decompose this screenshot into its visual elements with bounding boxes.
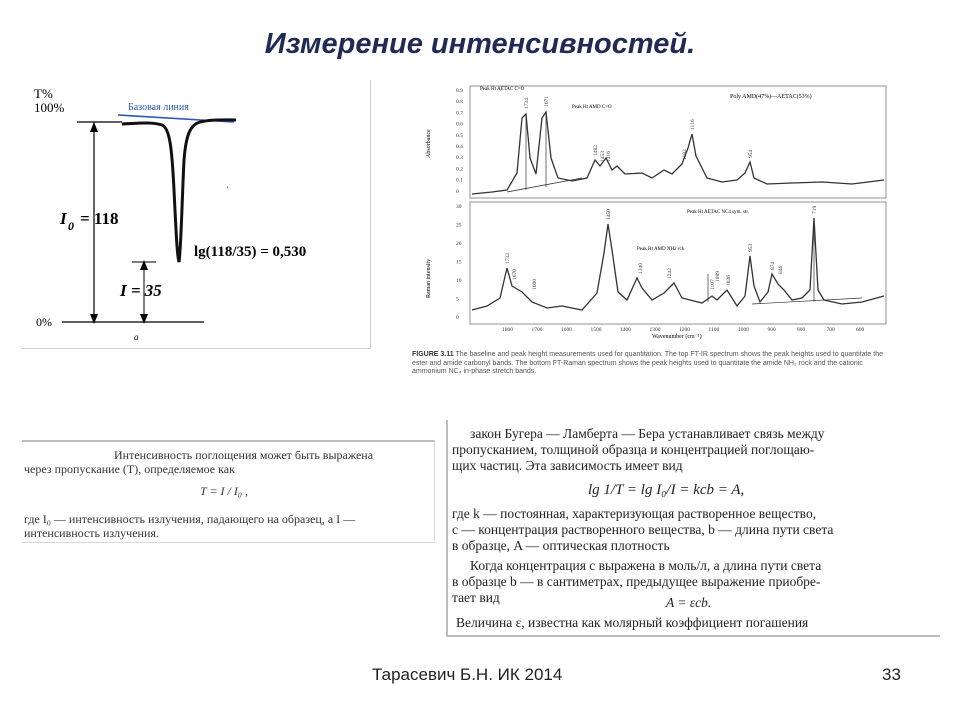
raman-y-tick-label: 0 bbox=[456, 315, 459, 321]
tb2-line7: Когда концентрация c выражена в моль/л, а длина пути света bbox=[470, 558, 822, 573]
tb2-line6: в образце, A — оптическая плотность bbox=[452, 538, 670, 553]
raman-y-tick-label: 20 bbox=[456, 241, 462, 247]
raman-y-tick-label: 25 bbox=[456, 222, 462, 229]
x-tick-label: 1700 bbox=[531, 327, 543, 333]
x-tick-label: 900 bbox=[767, 327, 776, 333]
tb1-line3: где I₀ — интенсивность излучения, падающего на образец, а I — bbox=[24, 512, 356, 526]
ir-annotation-aetac: Peak Ht AETAC C=O bbox=[480, 87, 525, 92]
raman-panel-frame bbox=[470, 202, 886, 324]
stray-mark: ' bbox=[227, 185, 229, 194]
x-tick-label: 1400 bbox=[620, 327, 631, 333]
beer-lambert-law-box bbox=[446, 420, 940, 637]
ir-peak-label: 1116 bbox=[690, 119, 696, 130]
raman-y-tick-label: 15 bbox=[456, 259, 462, 266]
x-tick-label: 1800 bbox=[502, 327, 513, 333]
ir-spectrum-line bbox=[472, 112, 884, 194]
i0-arrowhead-up bbox=[90, 122, 98, 132]
raman-y-tick-label: 5 bbox=[456, 296, 459, 303]
ir-y-ticks bbox=[456, 88, 463, 195]
x-tick-label: 1600 bbox=[561, 327, 572, 333]
raman-y-ticks bbox=[456, 204, 462, 321]
raman-peak-label: 1670 bbox=[512, 269, 518, 280]
figure-caption-label: FIGURE 3.11 bbox=[412, 351, 454, 358]
raman-peak-label: 1089 bbox=[715, 271, 721, 282]
tb2-line8: в образце b — в сантиметрах, предыдущее выражение приобре- bbox=[452, 574, 821, 589]
ir-peak-labels bbox=[524, 96, 754, 162]
figure-caption-text: The baseline and peak height measurements used for quantitation. The top FT-IR spectrum shows the peak heights used to quantitate the ester and amide carbonyl bands. The bottom FT-Raman spectrum shows the peak heights used to quantitate the amide NH₂ rock and the cationic ammonium NC₄ in-phase stretch bands. bbox=[412, 351, 883, 375]
ir-y-tick-label: 0.7 bbox=[456, 110, 463, 117]
tb2-line1: закон Бугера — Ламберта — Бера устанавливает связь между bbox=[470, 426, 825, 441]
x-tick-label: 600 bbox=[856, 327, 865, 333]
x-tick-label: 800 bbox=[797, 327, 806, 333]
ir-y-tick-label: 0.5 bbox=[456, 132, 463, 139]
ir-y-tick-label: 0.1 bbox=[456, 177, 463, 184]
ir-peak-label: 1482 bbox=[593, 145, 599, 156]
i0-subscript: 0 bbox=[68, 219, 74, 233]
x-tick-label: 1100 bbox=[708, 327, 720, 333]
raman-annotation-amd: Peak Ht AMD NH2 rck bbox=[637, 247, 685, 252]
y-axis-label: T% bbox=[34, 86, 53, 101]
raman-peak-label: 874 bbox=[770, 261, 776, 270]
raman-y-axis-label: Raman intensity bbox=[426, 258, 432, 298]
x-tick-label: 1500 bbox=[590, 327, 602, 333]
baseline-label: Базовая линия bbox=[128, 102, 189, 113]
transmittance-definition-box bbox=[22, 440, 435, 543]
absorption-band-curve bbox=[122, 120, 236, 262]
page-number: 33 bbox=[882, 665, 901, 684]
tb2-line10: Величина ε, известна как молярный коэффициент погашения bbox=[456, 615, 809, 630]
bottom-level-label: 0% bbox=[36, 315, 52, 329]
ir-baseline-tangent bbox=[507, 178, 582, 192]
transmittance-diagram-svg bbox=[22, 80, 370, 348]
ir-y-tick-label: 0.9 bbox=[456, 88, 463, 94]
raman-y-tick-label: 10 bbox=[456, 278, 462, 284]
ir-peak-label: 1416 bbox=[606, 151, 612, 162]
log-formula: lg(118/35) = 0,530 bbox=[194, 244, 307, 260]
x-tick-label: 1200 bbox=[679, 327, 690, 333]
tb2-line4: где k — постоянная, характеризующая растворенное вещество, bbox=[452, 506, 817, 521]
tb2-formula1: lg 1/T = lg I₀/I = kcb = A, bbox=[588, 482, 745, 498]
raman-peak-label: 1107 bbox=[710, 279, 716, 290]
tb2-line5: c — концентрация растворенного вещества, b — длина пути света bbox=[452, 522, 834, 537]
x-tick-label: 1000 bbox=[738, 327, 749, 333]
slide-title: Измерение интенсивностей. bbox=[264, 28, 696, 60]
raman-peak-label: 1450 bbox=[606, 209, 612, 220]
raman-spectrum-line bbox=[472, 218, 884, 310]
transmittance-diagram bbox=[22, 80, 371, 349]
footer-author: Тарасевич Б.Н. ИК 2014 bbox=[372, 665, 563, 684]
ir-y-tick-label: 0.8 bbox=[456, 99, 463, 106]
x-tick-label: 700 bbox=[826, 327, 835, 333]
top-level-label: 100% bbox=[34, 100, 65, 115]
raman-peak-label: 846 bbox=[778, 265, 784, 274]
raman-annotation-aetac: Peak Ht AETAC NC4 sym. str. bbox=[687, 210, 749, 215]
raman-peak-label: 1732 bbox=[505, 253, 511, 264]
ir-annotation-amd: Peak Ht AMD C=O bbox=[572, 105, 612, 110]
ir-peak-label: 1734 bbox=[524, 98, 530, 109]
ir-y-tick-label: 0.6 bbox=[456, 121, 463, 128]
figure-caption bbox=[412, 351, 898, 377]
axis-mark: a bbox=[134, 332, 139, 342]
raman-peak-label: 953 bbox=[748, 243, 754, 252]
x-tick-label: 1300 bbox=[649, 327, 661, 333]
tb2-line9: тает вид bbox=[452, 590, 500, 605]
ir-y-axis-label: Absorbance bbox=[426, 129, 432, 158]
ir-raman-spectra-figure bbox=[412, 78, 898, 340]
ir-panel-frame bbox=[470, 86, 886, 198]
raman-y-tick-label: 30 bbox=[456, 204, 462, 210]
tb2-line2: пропусканием, толщиной образца и концентрацией поглощаю- bbox=[452, 442, 815, 457]
ir-peak-label: 1671 bbox=[544, 96, 550, 107]
spectra-svg bbox=[412, 78, 898, 340]
x-ticks bbox=[502, 327, 865, 333]
i0-symbol: I bbox=[60, 209, 67, 228]
raman-peak-label: 719 bbox=[812, 205, 818, 214]
raman-peak-label: 1242 bbox=[667, 268, 673, 279]
tb2-line3: щих частиц. Эта зависимость имеет вид bbox=[452, 458, 683, 473]
ir-peak-label: 954 bbox=[748, 149, 754, 158]
tb1-line1: Интенсивность поглощения может быть выражена bbox=[114, 448, 374, 462]
i-value-label: I = 35 bbox=[120, 281, 162, 300]
i0-value: = 118 bbox=[80, 209, 119, 228]
tb1-line2: через пропускание (T), определяемое как bbox=[24, 462, 235, 476]
tb2-formula2: A = εcb. bbox=[666, 595, 712, 610]
ir-y-tick-label: 0.3 bbox=[456, 155, 463, 162]
raman-peak-label: 1036 bbox=[726, 275, 732, 286]
tb1-line4: интенсивность излучения. bbox=[24, 526, 159, 540]
raman-peak-label: 1340 bbox=[638, 263, 644, 274]
ir-legend: Poly AMD(47%)—AETAC(53%) bbox=[730, 94, 812, 100]
tb1-formula: T = I / I₀ , bbox=[200, 484, 249, 498]
ir-y-tick-label: 0.4 bbox=[456, 144, 463, 150]
ir-peak-label: 1182 bbox=[682, 149, 688, 160]
x-axis-label: Wavenumber (cm⁻¹) bbox=[652, 334, 702, 340]
raman-peak-label: 1600 bbox=[532, 279, 538, 290]
ir-peak-label: 1453 bbox=[600, 151, 606, 162]
ir-y-tick-label: 0.2 bbox=[456, 166, 463, 173]
ir-y-tick-label: 0 bbox=[456, 188, 459, 195]
